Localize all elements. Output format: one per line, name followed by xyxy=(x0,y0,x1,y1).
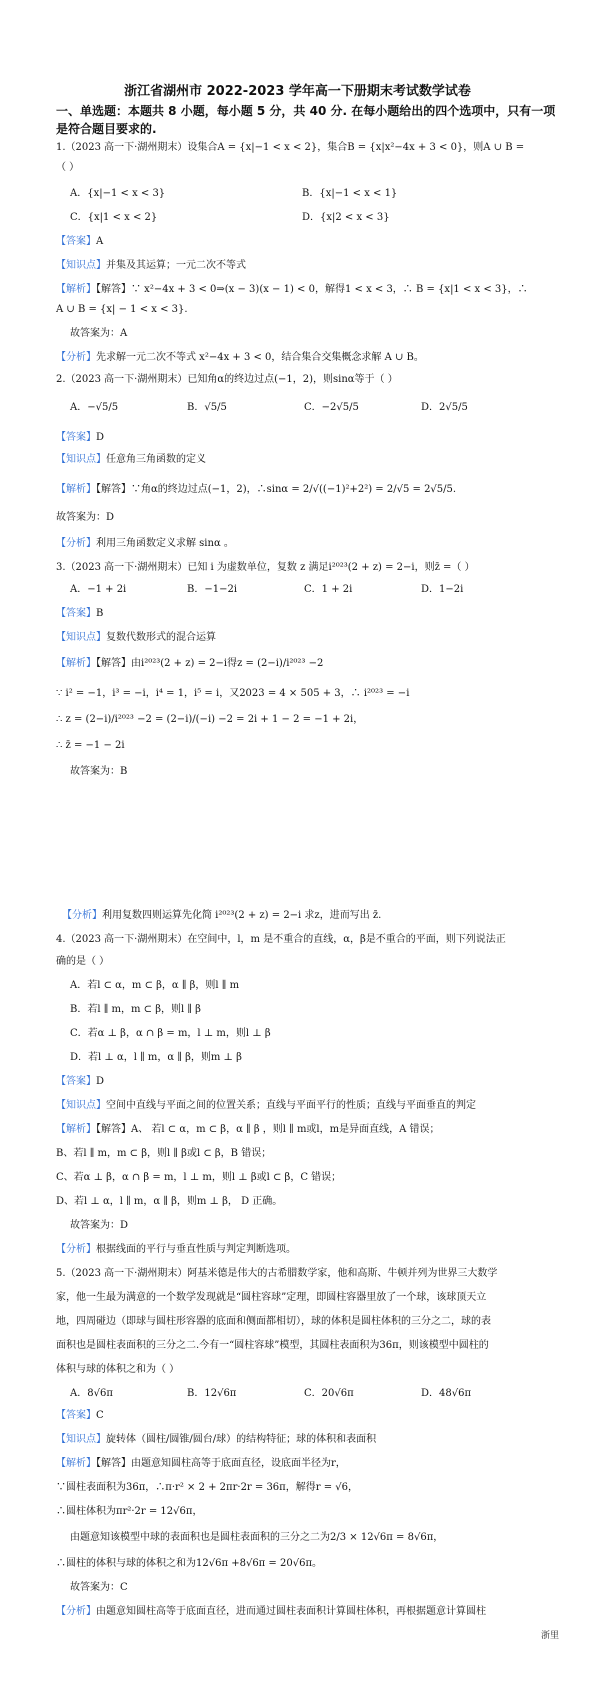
q5-fenxi xyxy=(56,1604,556,1620)
knowledge-tag: 【知识点】 xyxy=(56,1100,106,1111)
q3-fenxi xyxy=(62,908,562,924)
q4-stem-cont: 确的是（ ） xyxy=(56,956,110,967)
document-title: 浙江省湖州市 2022-2023 学年高一下册期末考试数学试卷 xyxy=(124,84,471,99)
q4-solution-c: C、若α ⊥ β，α ∩ β = m，l ⊥ m，则l ⊥ β或l ⊂ β，C 错误； xyxy=(56,1172,342,1183)
detail-tag: 【解答】 xyxy=(96,284,131,295)
q5-solution-2: ∵圆柱表面积为36π，∴π·r² × 2 + 2πr·2r = 36π，解得r = √6， xyxy=(56,1482,358,1493)
analysis-tag: 【解析】 xyxy=(56,284,96,295)
q3-option-a: A．−1 + 2i xyxy=(70,584,127,595)
q1-fenxi xyxy=(56,350,556,366)
q3-stem: 3.（2023 高一下·湖州期末）已知 i 为虚数单位，复数 z 满足i²⁰²³(2 + z) = 2−i，则z̄ =（ ） xyxy=(56,562,475,573)
q5-option-a: A．8√6π xyxy=(70,1388,113,1399)
q5-solution-4: 由题意知该模型中球的表面积也是圆柱表面积的三分之二为2/3 × 12√6π = 8√6π， xyxy=(70,1532,444,1543)
q5-answer-value: C xyxy=(96,1410,104,1421)
q5-stem-5: 体积与球的体积之和为（ ） xyxy=(56,1364,180,1375)
knowledge-tag: 【知识点】 xyxy=(56,1434,106,1445)
q5-final: 故答案为：C xyxy=(70,1582,128,1593)
q3-knowledge xyxy=(56,630,556,646)
q4-knowledge-text: 空间中直线与平面之间的位置关系；直线与平面平行的性质；直线与平面垂直的判定 xyxy=(106,1100,476,1111)
q5-stem-3: 地，四周碰边（即球与圆柱形容器的底面和侧面都相切），球的体积是圆柱体积的三分之二，球的表 xyxy=(56,1316,491,1327)
q2-solution xyxy=(56,482,556,498)
q1-option-a: A．{x|−1 < x < 3} xyxy=(70,188,166,199)
q4-option-d: D．若l ⊥ α，l ∥ m，α ∥ β，则m ⊥ β xyxy=(70,1052,242,1063)
q4-solution-b: B、若l ∥ m，m ⊂ β，则l ∥ β或l ⊂ β，B 错误； xyxy=(56,1148,272,1159)
q5-solution-1-text: 由题意知圆柱高等于底面直径，设底面半径为r， xyxy=(131,1458,346,1469)
q1-option-c: C．{x|1 < x < 2} xyxy=(70,212,158,223)
q4-answer xyxy=(56,1074,556,1090)
q3-solution-line4: ∴ z̄ = −1 − 2i xyxy=(56,740,125,751)
answer-tag: 【答案】 xyxy=(56,1076,96,1087)
q2-knowledge-text: 任意角三角函数的定义 xyxy=(106,454,206,465)
knowledge-tag: 【知识点】 xyxy=(56,260,106,271)
q5-stem-2: 家，他一生最为满意的一个数学发现就是“圆柱容球”定理，即圆柱容器里放了一个球，该球顶天立 xyxy=(56,1292,487,1303)
q3-answer-value: B xyxy=(96,608,104,619)
q1-final: 故答案为：A xyxy=(70,328,128,339)
q4-fenxi-text: 根据线面的平行与垂直性质与判定判断选项。 xyxy=(96,1244,296,1255)
q4-answer-value: D xyxy=(96,1076,105,1087)
q1-solution-line1: ∵ x²−4x + 3 < 0⇒(x − 3)(x − 1) < 0，解得1 < x < 3，∴ B = {x|1 < x < 3}，∴ xyxy=(131,284,528,295)
q3-answer xyxy=(56,606,556,622)
q1-fenxi-text: 先求解一元二次不等式 x²−4x + 3 < 0，结合集合交集概念求解 A ∪ B。 xyxy=(96,352,424,363)
q3-knowledge-text: 复数代数形式的混合运算 xyxy=(106,632,216,643)
q3-option-c: C．1 + 2i xyxy=(304,584,353,595)
q2-option-a: A．−√5/5 xyxy=(70,402,119,413)
q5-option-c: C．20√6π xyxy=(304,1388,354,1399)
detail-tag: 【解答】 xyxy=(96,1458,131,1469)
knowledge-tag: 【知识点】 xyxy=(56,632,106,643)
fenxi-tag: 【分析】 xyxy=(56,1244,96,1255)
q5-fenxi-text: 由题意知圆柱高等于底面直径，进而通过圆柱表面积计算圆柱体积，再根据题意计算圆柱 xyxy=(96,1606,486,1617)
section-heading-cont: 是符合题目要求的. xyxy=(56,122,157,136)
q2-option-d: D．2√5/5 xyxy=(421,402,468,413)
q2-solution-line: ∵角α的终边过点(−1，2)，∴sinα = 2/√((−1)²+2²) = 2/√5 = 2√5/5. xyxy=(131,484,457,495)
answer-tag: 【答案】 xyxy=(56,608,96,619)
answer-tag: 【答案】 xyxy=(56,236,96,247)
fenxi-tag: 【分析】 xyxy=(56,1606,96,1617)
fenxi-tag: 【分析】 xyxy=(56,352,96,363)
q5-knowledge xyxy=(56,1432,556,1448)
q2-answer-value: D xyxy=(96,432,105,443)
page-footer: 浙里 xyxy=(540,1631,559,1641)
q2-option-c: C．−2√5/5 xyxy=(304,402,359,413)
q3-fenxi-text: 利用复数四则运算先化简 i²⁰²³(2 + z) = 2−i 求z，进而写出 z̄. xyxy=(102,910,382,921)
q5-knowledge-text: 旋转体（圆柱/圆锥/圆台/球）的结构特征；球的体积和表面积 xyxy=(106,1434,377,1445)
analysis-tag: 【解析】 xyxy=(56,484,96,495)
q5-solution-1 xyxy=(56,1456,556,1472)
answer-tag: 【答案】 xyxy=(56,1410,96,1421)
q5-answer xyxy=(56,1408,556,1424)
q4-stem: 4.（2023 高一下·湖州期末）在空间中，l，m 是不重合的直线，α，β是不重合的平面，则下列说法正 xyxy=(56,934,506,945)
q1-stem: 1.（2023 高一下·湖州期末）设集合A = {x|−1 < x < 2}，集合B = {x|x²−4x + 3 < 0}，则A ∪ B = xyxy=(56,142,525,153)
q2-fenxi-text: 利用三角函数定义求解 sinα 。 xyxy=(96,538,234,549)
q5-option-b: B．12√6π xyxy=(187,1388,237,1399)
q2-stem: 2.（2023 高一下·湖州期末）已知角α的终边过点(−1，2)，则sinα等于（ ） xyxy=(56,374,398,385)
q1-option-b: B．{x|−1 < x < 1} xyxy=(302,188,398,199)
q3-solution-line2: ∵ i² = −1，i³ = −i，i⁴ = 1，i⁵ = i，又2023 = 4 × 505 + 3，∴ i²⁰²³ = −i xyxy=(56,688,410,699)
q3-solution-line1: 由i²⁰²³(2 + z) = 2−i得z = (2−i)/i²⁰²³ −2 xyxy=(131,658,324,669)
q2-knowledge xyxy=(56,452,556,468)
q5-solution-3: ∴圆柱体积为πr²·2r = 12√6π， xyxy=(56,1506,203,1517)
q4-solution-d: D、若l ⊥ α，l ∥ m，α ∥ β，则m ⊥ β， D 正确。 xyxy=(56,1196,283,1207)
q4-fenxi xyxy=(56,1242,556,1258)
q4-option-b: B．若l ∥ m，m ⊂ β，则l ∥ β xyxy=(70,1004,201,1015)
analysis-tag: 【解析】 xyxy=(56,1124,96,1135)
q1-knowledge-text: 并集及其运算；一元二次不等式 xyxy=(106,260,246,271)
q4-solution-a xyxy=(56,1122,556,1138)
detail-tag: 【解答】 xyxy=(96,1124,131,1135)
q5-stem-4: 面积也是圆柱表面积的三分之二.今有一“圆柱容球”模型，其圆柱表面积为36π，则该模型中圆柱的 xyxy=(56,1340,489,1351)
analysis-tag: 【解析】 xyxy=(56,658,96,669)
knowledge-tag: 【知识点】 xyxy=(56,454,106,465)
section-heading: 一、单选题：本题共 8 小题，每小题 5 分，共 40 分. 在每小题给出的四个选项中，只有一项 xyxy=(56,104,556,118)
q4-final: 故答案为：D xyxy=(70,1220,129,1231)
q3-solution-line3: ∴ z = (2−i)/i²⁰²³ −2 = (2−i)/(−i) −2 = 2i + 1 − 2 = −1 + 2i， xyxy=(56,714,364,725)
q4-option-a: A．若l ⊂ α，m ⊂ β，α ∥ β，则l ∥ m xyxy=(70,980,240,991)
q5-option-d: D．48√6π xyxy=(421,1388,472,1399)
q2-answer xyxy=(56,430,556,446)
detail-tag: 【解答】 xyxy=(96,484,131,495)
q1-knowledge xyxy=(56,258,556,274)
q1-solution-line2: A ∪ B = {x| − 1 < x < 3}. xyxy=(56,304,188,315)
q5-stem-1: 5.（2023 高一下·湖州期末）阿基米德是伟大的古希腊数学家，他和高斯、牛顿并列为世界三大数学 xyxy=(56,1268,498,1279)
q3-final: 故答案为：B xyxy=(70,766,128,777)
q1-option-d: D．{x|2 < x < 3} xyxy=(302,212,390,223)
q1-answer xyxy=(56,234,556,250)
q3-solution xyxy=(56,656,556,672)
q5-solution-5: ∴圆柱的体积与球的体积之和为12√6π +8√6π = 20√6π。 xyxy=(56,1558,323,1569)
q1-answer-value: A xyxy=(96,236,104,247)
q1-solution xyxy=(56,282,556,298)
q4-option-c: C．若α ⊥ β，α ∩ β = m，l ⊥ m，则l ⊥ β xyxy=(70,1028,271,1039)
q2-option-b: B．√5/5 xyxy=(187,402,227,413)
q2-fenxi xyxy=(56,536,556,552)
fenxi-tag: 【分析】 xyxy=(62,910,102,921)
q3-option-b: B．−1−2i xyxy=(187,584,238,595)
q3-option-d: D．1−2i xyxy=(421,584,464,595)
answer-tag: 【答案】 xyxy=(56,432,96,443)
detail-tag: 【解答】 xyxy=(96,658,131,669)
analysis-tag: 【解析】 xyxy=(56,1458,96,1469)
q4-knowledge xyxy=(56,1098,556,1114)
q2-final: 故答案为：D xyxy=(56,512,115,523)
q4-solution-a-text: A、 若l ⊂ α，m ⊂ β，α ∥ β ，则l ∥ m或l，m是异面直线，A 错误； xyxy=(131,1124,440,1135)
q1-stem-paren: （ ） xyxy=(56,162,80,173)
fenxi-tag: 【分析】 xyxy=(56,538,96,549)
